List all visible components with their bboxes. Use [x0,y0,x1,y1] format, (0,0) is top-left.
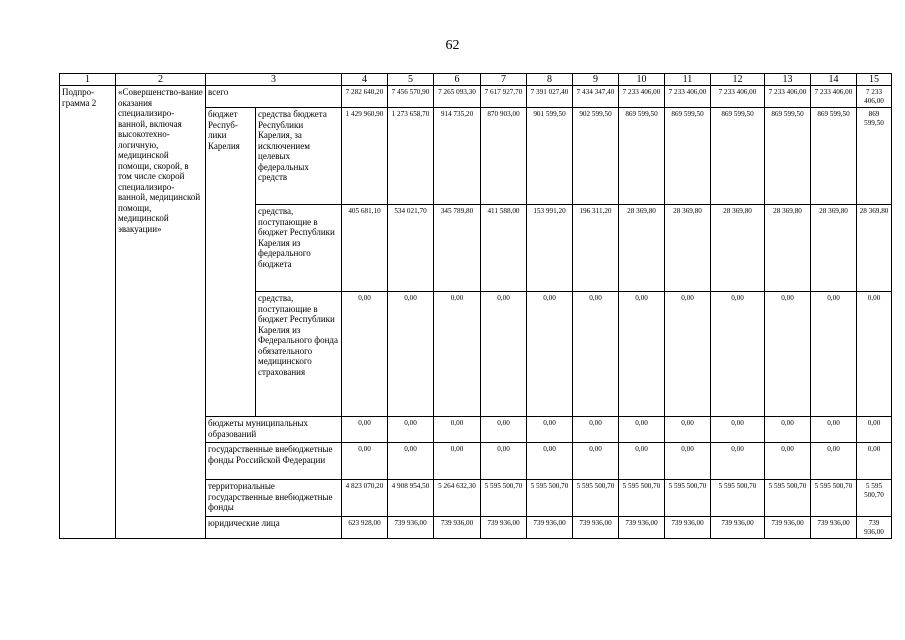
value-cell: 0,00 [573,292,619,417]
value-cell: 0,00 [665,292,711,417]
value-cell: 0,00 [342,443,388,480]
value-cell: 0,00 [434,443,481,480]
value-cell: 739 936,00 [434,517,481,539]
header-cell: 13 [765,74,811,86]
value-cell: 0,00 [527,417,573,443]
value-cell: 0,00 [434,292,481,417]
value-cell: 5 595 500,70 [619,480,665,517]
value-cell: 0,00 [388,417,434,443]
value-cell: 739 936,00 [573,517,619,539]
value-cell: 7 282 640,20 [342,86,388,108]
value-cell: 0,00 [711,443,765,480]
value-cell: 7 233 406,00 [619,86,665,108]
value-cell: 0,00 [481,292,527,417]
value-cell: 869 599,50 [857,108,892,205]
value-cell: 739 936,00 [619,517,665,539]
value-cell: 0,00 [811,292,857,417]
value-cell: 739 936,00 [388,517,434,539]
value-cell: 0,00 [527,443,573,480]
value-cell: 739 936,00 [765,517,811,539]
value-cell: 5 595 500,70 [811,480,857,517]
header-cell: 15 [857,74,892,86]
row-label: территориальные государственные внебюджетные фонды [206,480,342,517]
row-label: бюджеты муниципальных образований [206,417,342,443]
value-cell: 869 599,50 [711,108,765,205]
value-cell: 0,00 [342,417,388,443]
row-label: юридические лица [206,517,342,539]
value-cell: 0,00 [619,417,665,443]
header-row [60,74,892,86]
value-cell: 0,00 [811,443,857,480]
value-cell: 5 595 500,70 [665,480,711,517]
value-cell: 0,00 [388,443,434,480]
value-cell: 0,00 [857,292,892,417]
header-cell: 6 [434,74,481,86]
value-cell: 7 265 093,30 [434,86,481,108]
header-cell: 14 [811,74,857,86]
value-cell: 4 908 954,50 [388,480,434,517]
value-cell: 0,00 [573,443,619,480]
row-label: средства, поступающие в бюджет Республики Карелия из федерального бюджета [256,205,342,292]
value-cell: 869 599,50 [765,108,811,205]
value-cell: 28 369,80 [765,205,811,292]
value-cell: 0,00 [342,292,388,417]
value-cell: 914 735,20 [434,108,481,205]
value-cell: 28 369,80 [665,205,711,292]
value-cell: 902 599,50 [573,108,619,205]
value-cell: 0,00 [765,443,811,480]
value-cell: 28 369,80 [619,205,665,292]
value-cell: 7 434 347,40 [573,86,619,108]
value-cell: 7 233 406,00 [711,86,765,108]
value-cell: 0,00 [665,417,711,443]
header-cell: 3 [206,74,342,86]
budget-table [59,73,892,539]
value-cell: 0,00 [573,417,619,443]
value-cell: 0,00 [527,292,573,417]
value-cell: 5 595 500,70 [857,480,892,517]
row-label: средства бюджета Республики Карелия, за исключением целевых федеральных средств [256,108,342,205]
value-cell: 5 595 500,70 [711,480,765,517]
header-cell: 12 [711,74,765,86]
value-cell: 739 936,00 [665,517,711,539]
value-cell: 7 391 027,40 [527,86,573,108]
value-cell: 5 595 500,70 [481,480,527,517]
value-cell: 153 991,20 [527,205,573,292]
value-cell: 196 311,20 [573,205,619,292]
value-cell: 0,00 [857,443,892,480]
value-cell: 0,00 [811,417,857,443]
table-row [60,86,892,108]
page-number: 62 [445,38,460,53]
value-cell: 869 599,50 [811,108,857,205]
value-cell: 623 928,00 [342,517,388,539]
value-cell: 4 823 070,20 [342,480,388,517]
value-cell: 5 595 500,70 [765,480,811,517]
subprogram-label: Подпро-грамма 2 [60,86,116,539]
value-cell: 5 264 632,30 [434,480,481,517]
header-cell: 2 [116,74,206,86]
value-cell: 0,00 [711,417,765,443]
value-cell: 5 595 500,70 [573,480,619,517]
value-cell: 28 369,80 [711,205,765,292]
value-cell: 7 617 927,70 [481,86,527,108]
value-cell: 869 599,50 [665,108,711,205]
value-cell: 7 233 406,00 [665,86,711,108]
value-cell: 0,00 [711,292,765,417]
subprogram-title: «Совершенство-вание оказания специализиро-ванной, включая высокотехно-логичную, медицинской помощи, скорой, в том числе скорой специализиро-ванной, медицинской помощи, медицинской эвакуации» [116,86,206,539]
value-cell: 7 456 570,90 [388,86,434,108]
value-cell: 1 429 960,90 [342,108,388,205]
value-cell: 870 903,00 [481,108,527,205]
value-cell: 0,00 [481,443,527,480]
header-cell: 1 [60,74,116,86]
value-cell: 1 273 658,70 [388,108,434,205]
value-cell: 0,00 [765,292,811,417]
value-cell: 0,00 [665,443,711,480]
value-cell: 0,00 [619,443,665,480]
value-cell: 0,00 [388,292,434,417]
value-cell: 534 021,70 [388,205,434,292]
value-cell: 7 233 406,00 [811,86,857,108]
value-cell: 739 936,00 [811,517,857,539]
value-cell: 28 369,80 [857,205,892,292]
value-cell: 7 233 406,00 [765,86,811,108]
header-cell: 11 [665,74,711,86]
value-cell: 869 599,50 [619,108,665,205]
value-cell: 7 233 406,00 [857,86,892,108]
value-cell: 739 936,00 [481,517,527,539]
header-cell: 9 [573,74,619,86]
header-cell: 5 [388,74,434,86]
row-label: средства, поступающие в бюджет Республики Карелия из Федерального фонда обязательного медицинского страхования [256,292,342,417]
row-label: всего [206,86,342,108]
value-cell: 901 599,50 [527,108,573,205]
budget-rk-label: бюджет Респуб-лики Карелия [206,108,256,417]
header-cell: 10 [619,74,665,86]
value-cell: 739 936,00 [527,517,573,539]
header-cell: 7 [481,74,527,86]
value-cell: 739 936,00 [711,517,765,539]
header-cell: 4 [342,74,388,86]
value-cell: 0,00 [857,417,892,443]
value-cell: 0,00 [765,417,811,443]
value-cell: 405 681,10 [342,205,388,292]
row-label: государственные внебюджетные фонды Российской Федерации [206,443,342,480]
value-cell: 0,00 [619,292,665,417]
value-cell: 28 369,80 [811,205,857,292]
value-cell: 345 789,80 [434,205,481,292]
value-cell: 0,00 [434,417,481,443]
value-cell: 411 588,00 [481,205,527,292]
value-cell: 5 595 500,70 [527,480,573,517]
header-cell: 8 [527,74,573,86]
value-cell: 739 936,00 [857,517,892,539]
value-cell: 0,00 [481,417,527,443]
